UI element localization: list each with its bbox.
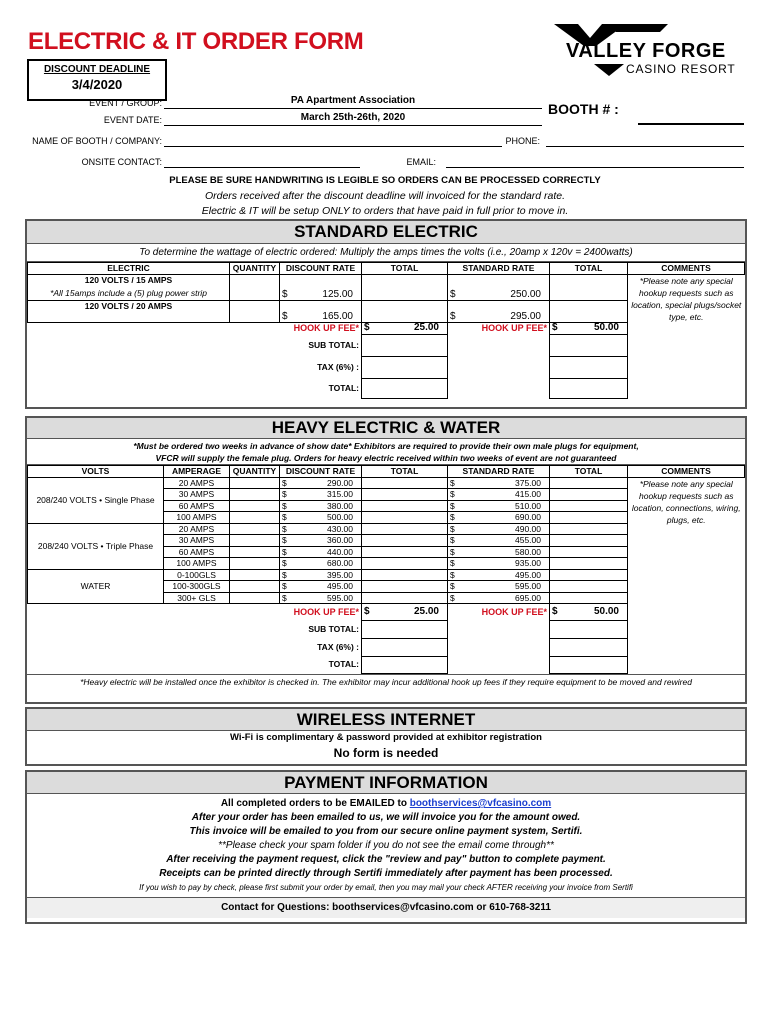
heavy-hookup-label: HOOK UP FEE*: [293, 606, 359, 617]
subtotal-disc[interactable]: [362, 334, 448, 356]
discount-cell: $ 495.00: [280, 581, 362, 593]
heavy-heading: HEAVY ELECTRIC & WATER: [27, 418, 745, 439]
total-cell-2[interactable]: [550, 558, 628, 570]
event-group-value[interactable]: PA Apartment Association: [290, 95, 416, 106]
col-comments: COMMENTS: [628, 466, 745, 478]
email-input[interactable]: [446, 167, 744, 168]
col-discount: DISCOUNT RATE: [280, 466, 362, 478]
col-discount: DISCOUNT RATE: [280, 263, 362, 275]
total-cell-2[interactable]: [550, 523, 628, 535]
amperage-cell: 100 AMPS: [164, 512, 230, 524]
standard-comments: *Please note any special hookup requests such as location, special plugs/socket type, etc.: [628, 274, 745, 323]
col-total: TOTAL: [362, 263, 448, 275]
email-link[interactable]: boothservices@vfcasino.com: [409, 798, 552, 809]
col-amperage: AMPERAGE: [164, 466, 230, 478]
row1-total[interactable]: [362, 274, 448, 301]
amperage-cell: 100-300GLS: [164, 581, 230, 593]
standard-cell: $ 935.00: [448, 558, 550, 570]
company-input[interactable]: [164, 146, 502, 147]
row2-qty[interactable]: [230, 301, 280, 323]
heavy-tax-disc[interactable]: [362, 638, 448, 656]
col-total-2: TOTAL: [550, 466, 628, 478]
payment-heading: PAYMENT INFORMATION: [27, 772, 745, 794]
heavy-subtotal-label: SUB TOTAL:: [308, 623, 359, 634]
heavy-tax-std[interactable]: [550, 638, 628, 656]
total-cell[interactable]: [362, 523, 448, 535]
payment-line-1: All completed orders to be EMAILED to boothservices@vfcasino.com: [220, 798, 552, 809]
heavy-table: [27, 465, 745, 674]
hookup-standard: $ 50.00: [550, 323, 628, 335]
volts-group-label: WATER: [28, 569, 164, 604]
heavy-subtotal-std[interactable]: [550, 620, 628, 638]
discount-cell: $ 380.00: [280, 500, 362, 512]
col-standard: STANDARD RATE: [448, 466, 550, 478]
logo-name: VALLEY FORGE: [566, 40, 726, 62]
col-standard: STANDARD RATE: [448, 263, 550, 275]
col-total: TOTAL: [362, 466, 448, 478]
standard-cell: $ 580.00: [448, 546, 550, 558]
tax-disc[interactable]: [362, 356, 448, 378]
standard-electric-section: [25, 219, 747, 409]
row2-standard: $ 295.00: [448, 301, 550, 323]
wireless-section: [25, 707, 747, 766]
col-quantity: QUANTITY: [230, 466, 280, 478]
discount-cell: $ 315.00: [280, 489, 362, 501]
event-date-label: EVENT DATE:: [103, 115, 162, 125]
total-cell[interactable]: [362, 489, 448, 501]
logo-subname: CASINO RESORT: [626, 62, 736, 76]
late-notice: Orders received after the discount deadline will invoiced for the standard rate.: [204, 190, 566, 202]
discount-cell: $ 290.00: [280, 477, 362, 489]
total-cell[interactable]: [362, 581, 448, 593]
table-row: [28, 638, 745, 656]
quantity-cell[interactable]: [230, 477, 280, 489]
payment-line-5: After receiving the payment request, click the "review and pay" button to complete payment.: [166, 854, 606, 865]
valley-forge-logo: [548, 24, 748, 80]
standard-cell: $ 375.00: [448, 477, 550, 489]
total-cell-2[interactable]: [550, 592, 628, 604]
no-form-note: No form is needed: [333, 746, 439, 760]
col-comments: COMMENTS: [628, 263, 745, 275]
total-std[interactable]: [550, 378, 628, 398]
amperage-cell: 30 AMPS: [164, 489, 230, 501]
heavy-footnote: *Heavy electric will be installed once the exhibitor is checked in. The exhibitor may incur additional hook up fees if they require equipment to be moved and rewired: [27, 674, 745, 690]
total-cell[interactable]: [362, 512, 448, 524]
quantity-cell[interactable]: [230, 535, 280, 547]
standard-cell: $ 415.00: [448, 489, 550, 501]
quantity-cell[interactable]: [230, 489, 280, 501]
total-cell-2[interactable]: [550, 512, 628, 524]
table-row: [28, 274, 745, 285]
discount-cell: $ 500.00: [280, 512, 362, 524]
quantity-cell[interactable]: [230, 512, 280, 524]
heavy-note-1: *Must be ordered two weeks in advance of show date* Exhibitors are required to provide their own male plugs for equipment,: [133, 441, 639, 451]
standard-cell: $ 490.00: [448, 523, 550, 535]
total-cell-2[interactable]: [550, 569, 628, 581]
quantity-cell[interactable]: [230, 569, 280, 581]
subtotal-label: SUB TOTAL:: [308, 339, 359, 350]
heavy-hookup-label-2: HOOK UP FEE*: [481, 606, 547, 617]
contact-input[interactable]: [164, 167, 360, 168]
discount-cell: $ 595.00: [280, 592, 362, 604]
heavy-total-label: TOTAL:: [328, 659, 359, 670]
col-quantity: QUANTITY: [230, 263, 280, 275]
total-cell[interactable]: [362, 535, 448, 547]
heavy-total-std[interactable]: [550, 656, 628, 673]
contact-line: Contact for Questions: boothservices@vfcasino.com or 610-768-3211: [27, 897, 745, 918]
quantity-cell[interactable]: [230, 581, 280, 593]
payment-line-4: **Please check your spam folder if you do not see the email come through**: [218, 840, 554, 851]
subtotal-std[interactable]: [550, 334, 628, 356]
table-row: [28, 378, 745, 398]
heavy-hookup-standard: $ 50.00: [550, 604, 628, 621]
standard-cell: $ 495.00: [448, 569, 550, 581]
row1-note: *All 15amps include a (5) plug power strip: [28, 285, 230, 300]
tax-std[interactable]: [550, 356, 628, 378]
quantity-cell[interactable]: [230, 592, 280, 604]
col-volts: VOLTS: [28, 466, 164, 478]
email-label: EMAIL:: [406, 157, 436, 167]
row1-qty[interactable]: [230, 274, 280, 301]
standard-cell: $ 455.00: [448, 535, 550, 547]
volts-group-label: 208/240 VOLTS • Triple Phase: [28, 523, 164, 569]
standard-cell: $ 690.00: [448, 512, 550, 524]
deadline-label: DISCOUNT DEADLINE: [43, 64, 151, 75]
table-row: [28, 604, 745, 621]
total-cell[interactable]: [362, 569, 448, 581]
standard-cell: $ 595.00: [448, 581, 550, 593]
total-cell-2[interactable]: [550, 489, 628, 501]
amperage-cell: 100 AMPS: [164, 558, 230, 570]
event-group-label: EVENT / GROUP:: [89, 98, 162, 108]
standard-heading: STANDARD ELECTRIC: [27, 221, 745, 244]
table-row: [28, 356, 745, 378]
wifi-note: Wi-Fi is complimentary & password provided at exhibitor registration: [230, 732, 542, 743]
total-cell[interactable]: [362, 500, 448, 512]
row2-total[interactable]: [362, 301, 448, 323]
row1-total-2[interactable]: [550, 274, 628, 301]
total-cell-2[interactable]: [550, 477, 628, 489]
contact-label: ONSITE CONTACT:: [81, 157, 162, 167]
total-cell[interactable]: [362, 546, 448, 558]
row2-label: 120 VOLTS / 20 AMPS: [28, 301, 230, 323]
payment-line-7: If you wish to pay by check, please first submit your order by email, then you may mail your check AFTER receiving your invoice from Sertifi: [139, 883, 633, 892]
table-row: [28, 477, 745, 489]
heavy-electric-section: [25, 416, 747, 704]
volts-group-label: 208/240 VOLTS • Single Phase: [28, 477, 164, 523]
handwriting-notice: PLEASE BE SURE HANDWRITING IS LEGIBLE SO ORDERS CAN BE PROCESSED CORRECTLY: [169, 175, 601, 186]
col-electric: ELECTRIC: [28, 263, 230, 275]
standard-cell: $ 695.00: [448, 592, 550, 604]
total-label: TOTAL:: [328, 382, 359, 393]
amperage-cell: 60 AMPS: [164, 546, 230, 558]
amperage-cell: 20 AMPS: [164, 523, 230, 535]
discount-deadline-box: [27, 59, 167, 101]
row1-standard: $ 250.00: [448, 274, 550, 301]
total-cell[interactable]: [362, 477, 448, 489]
quantity-cell[interactable]: [230, 500, 280, 512]
wattage-note: To determine the wattage of electric ordered: Multiply the amps times the volts (i.e., 20amp x 120v = 2400watts): [27, 244, 745, 262]
standard-table: [27, 262, 745, 399]
heavy-subtotal-disc[interactable]: [362, 620, 448, 638]
table-row: [28, 656, 745, 673]
heavy-note-2: VFCR will supply the female plug. Orders for heavy electric received within two weeks of event are not guaranteed: [27, 452, 745, 465]
row1-label: 120 VOLTS / 15 AMPS: [28, 274, 230, 285]
amperage-cell: 300+ GLS: [164, 592, 230, 604]
total-cell-2[interactable]: [550, 500, 628, 512]
standard-cell: $ 510.00: [448, 500, 550, 512]
booth-input[interactable]: [638, 123, 744, 125]
row1-discount: $ 125.00: [280, 274, 362, 301]
heavy-tax-label: TAX (6%) :: [317, 641, 359, 652]
payment-line-2: After your order has been emailed to us, we will invoice you for the amount owed.: [191, 812, 581, 823]
total-cell-2[interactable]: [550, 535, 628, 547]
heavy-total-disc[interactable]: [362, 656, 448, 673]
heavy-comments: *Please note any special hookup requests such as location, connections, wiring, plugs, etc.: [628, 477, 745, 604]
amperage-cell: 30 AMPS: [164, 535, 230, 547]
table-row: [28, 334, 745, 356]
hookup-discount: $ 25.00: [362, 323, 448, 335]
col-total-2: TOTAL: [550, 263, 628, 275]
event-group-line: [164, 108, 542, 109]
tax-label: TAX (6%) :: [317, 361, 359, 372]
event-date-line: [164, 125, 542, 126]
amperage-cell: 20 AMPS: [164, 477, 230, 489]
setup-notice: Electric & IT will be setup ONLY to orders that have paid in full prior to move in.: [201, 205, 569, 217]
phone-input[interactable]: [546, 146, 744, 147]
discount-cell: $ 360.00: [280, 535, 362, 547]
discount-cell: $ 430.00: [280, 523, 362, 535]
total-cell-2[interactable]: [550, 546, 628, 558]
total-cell-2[interactable]: [550, 581, 628, 593]
row2-total-2[interactable]: [550, 301, 628, 323]
total-cell[interactable]: [362, 592, 448, 604]
table-row: [28, 323, 745, 335]
hookup-label-2: HOOK UP FEE*: [481, 323, 547, 334]
discount-cell: $ 395.00: [280, 569, 362, 581]
amperage-cell: 60 AMPS: [164, 500, 230, 512]
booth-label: BOOTH # :: [548, 101, 619, 117]
total-disc[interactable]: [362, 378, 448, 398]
payment-line-6: Receipts can be printed directly through Sertifi immediately after payment has been processed.: [159, 868, 613, 879]
company-label: NAME OF BOOTH / COMPANY:: [32, 136, 162, 146]
phone-label: PHONE:: [505, 136, 540, 146]
discount-cell: $ 440.00: [280, 546, 362, 558]
deadline-date: 3/4/2020: [71, 77, 123, 92]
event-date-value[interactable]: March 25th-26th, 2020: [300, 112, 406, 123]
payment-line-3: This invoice will be emailed to you from our secure online payment system, Sertifi.: [189, 826, 583, 837]
quantity-cell[interactable]: [230, 546, 280, 558]
heavy-hookup-discount: $ 25.00: [362, 604, 448, 621]
quantity-cell[interactable]: [230, 523, 280, 535]
total-cell[interactable]: [362, 558, 448, 570]
wireless-heading: WIRELESS INTERNET: [27, 709, 745, 731]
row2-discount: $ 165.00: [280, 301, 362, 323]
discount-cell: $ 680.00: [280, 558, 362, 570]
hookup-label: HOOK UP FEE*: [293, 323, 359, 334]
quantity-cell[interactable]: [230, 558, 280, 570]
payment-section: [25, 770, 747, 924]
table-row: [28, 620, 745, 638]
form-title: ELECTRIC & IT ORDER FORM: [28, 28, 364, 55]
amperage-cell: 0-100GLS: [164, 569, 230, 581]
